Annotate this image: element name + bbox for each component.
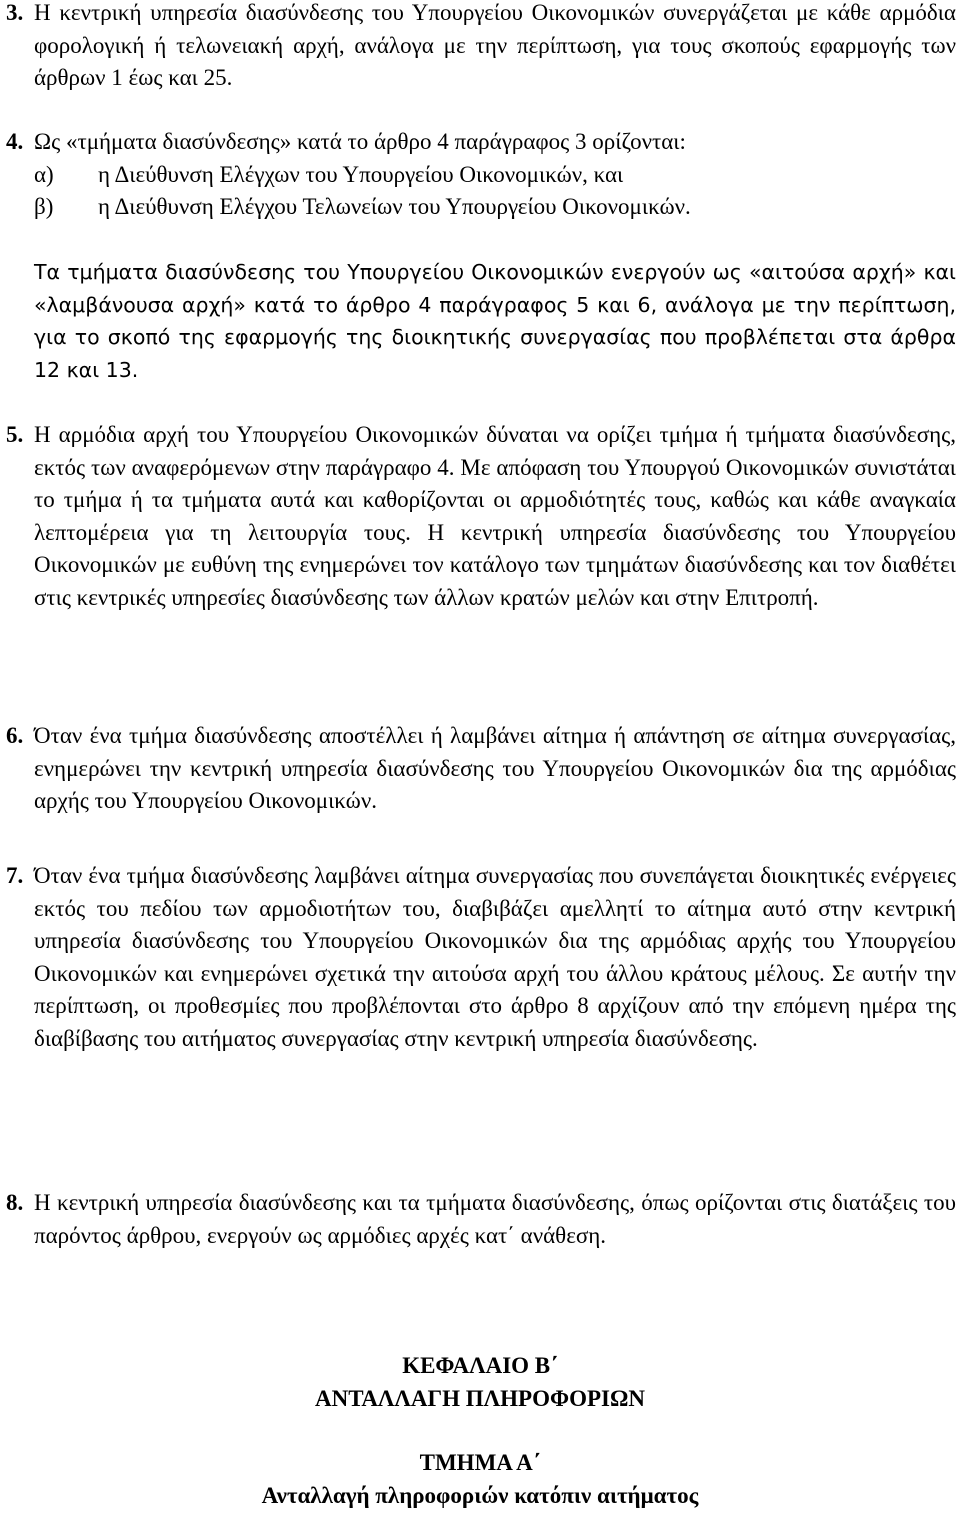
paragraph-number: 8.	[6, 1190, 24, 1215]
list-item-text: η Διεύθυνση Ελέγχου Τελωνείων του Υπουργείου Οικονομικών.	[98, 194, 691, 219]
paragraph-6	[6, 720, 956, 818]
paragraph-3	[6, 0, 956, 95]
paragraph-text: Όταν ένα τμήμα διασύνδεσης λαμβάνει αίτημα συνεργασίας που συνεπάγεται διοικητικές ενέργειες εκτός του πεδίου των αρμοδιοτήτων του, διαβιβάζει αμελλητί το αίτημα αυτό στην κεντρική υπηρεσία διασύνδεσης του Υπουργείου Οικονομικών δια της αρμόδιας αρχής του Υπουργείου Οικονομικών και ενημερώνει σχετικά την αιτούσα αρχή του άλλου κράτους μέλους. Σε αυτήν την περίπτωση, οι προθεσμίες που προβλέπονται στο άρθρο 8 αρχίζουν από την επόμενη ημέρα της διαβίβασης του αιτήματος συνεργασίας στην κεντρική υπηρεσία διασύνδεσης.	[34, 863, 956, 1051]
list-item-label: α)	[34, 162, 54, 187]
list-item-text: η Διεύθυνση Ελέγχων του Υπουργείου Οικονομικών, και	[98, 162, 624, 187]
paragraph-text: Η αρμόδια αρχή του Υπουργείου Οικονομικών δύναται να ορίζει τμήμα ή τμήματα διασύνδεσης, εκτός των αναφερόμενων στην παράγραφο 4. Με απόφαση του Υπουργού Οικονομικών συνιστάται το τμήμα ή τα τμήματα αυτά και καθορίζονται οι αρμοδιότητές τους, καθώς και κάθε αναγκαία λεπτομέρεια για τη λειτουργία τους. Η κεντρική υπηρεσία διασύνδεσης του Υπουργείου Οικονομικών με ευθύνη της ενημερώνει τον κατάλογο των τμημάτων διασύνδεσης και τον διαθέτει στις κεντρικές υπηρεσίες διασύνδεσης των άλλων κρατών μελών και στην Επιτροπή.	[34, 422, 956, 610]
paragraph-number: 6.	[6, 723, 24, 748]
paragraph-text: Όταν ένα τμήμα διασύνδεσης αποστέλλει ή λαμβάνει αίτημα ή απάντηση σε αίτημα συνεργασίας, ενημερώνει την κεντρική υπηρεσία διασύνδεσης του Υπουργείου Οικονομικών δια της αρμόδιας αρχής του Υπουργείου Οικονομικών.	[34, 723, 956, 813]
paragraph-text: Τα τμήματα διασύνδεσης του Υπουργείου Οικονομικών ενεργούν ως «αιτούσα αρχή» και «λαμβάνουσα αρχή» κατά το άρθρο 4 παράγραφος 5 και 6, ανάλογα με την περίπτωση, για το σκοπό της εφαρμογής της διοικητικής συνεργασίας που προβλέπεται στα άρθρα 12 και 13.	[34, 260, 956, 382]
paragraph-text: Η κεντρική υπηρεσία διασύνδεσης του Υπουργείου Οικονομικών συνεργάζεται με κάθε αρμόδια φορολογική ή τελωνειακή αρχή, ανάλογα με την περίπτωση, για τους σκοπούς εφαρμογής των άρθρων 1 έως και 25.	[34, 0, 956, 90]
list-item	[34, 159, 623, 192]
paragraph-4-continuation	[34, 256, 956, 386]
section-title: Ανταλλαγή πληροφοριών κατόπιν αιτήματος	[261, 1483, 699, 1508]
chapter-title: ΑΝΤΑΛΛΑΓΗ ΠΛΗΡΟΦΟΡΙΩΝ	[315, 1386, 645, 1411]
paragraph-4	[6, 126, 956, 159]
list-item	[34, 191, 691, 224]
paragraph-text: Η κεντρική υπηρεσία διασύνδεσης και τα τμήματα διασύνδεσης, όπως ορίζονται στις διατάξεις του παρόντος άρθρου, ενεργούν ως αρμόδιες αρχές κατ΄ ανάθεση.	[34, 1190, 956, 1248]
paragraph-7	[6, 860, 956, 1055]
paragraph-number: 3.	[6, 0, 24, 25]
paragraph-5	[6, 419, 956, 614]
paragraph-8	[6, 1187, 956, 1252]
list-item-label: β)	[34, 194, 54, 219]
section-heading: ΤΜΗΜΑ Α΄	[419, 1450, 541, 1475]
paragraph-number: 7.	[6, 863, 24, 888]
chapter-heading: ΚΕΦΑΛΑΙΟ Β΄	[402, 1353, 558, 1378]
paragraph-number: 4.	[6, 129, 24, 154]
paragraph-text: Ως «τμήματα διασύνδεσης» κατά το άρθρο 4 παράγραφος 3 ορίζονται:	[34, 129, 686, 154]
paragraph-number: 5.	[6, 422, 24, 447]
